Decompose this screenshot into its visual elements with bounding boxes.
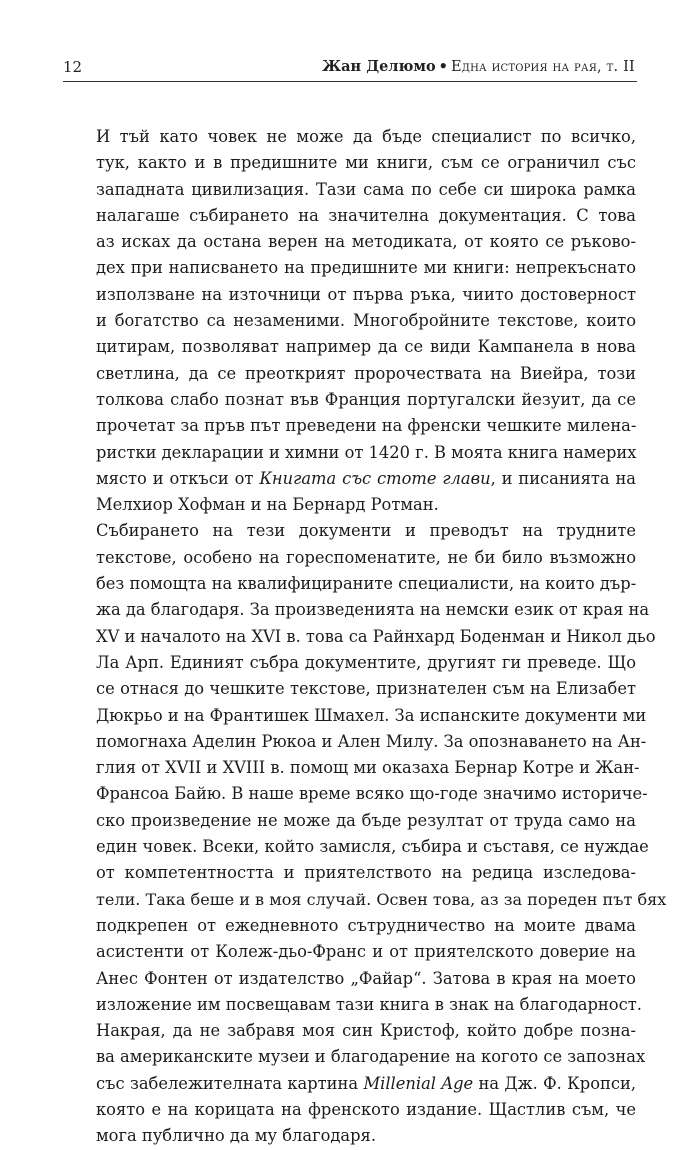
text-line: Ла Арп. Единият събра документите, другият ги преведе. Що [96,652,636,672]
text-line: текстове, особено на гореспоменатите, не би било възможно [96,547,636,567]
text-line: Анес Фонтен от издателство „Файар“. Затова в края на моето [96,968,636,988]
text-line: без помощта на квалифицираните специалисти, на които дър- [96,574,637,594]
header-rule [63,81,637,82]
header-book-title: Една история на рая, т. II [450,59,635,75]
text-line: ско произведение не може да бъде резултат от труда само на [96,810,636,830]
text-line: мога публично да му благодаря. [96,1126,377,1146]
text-line: изложение им посвещавам тази книга в знак на благодарност. [96,994,642,1014]
paragraph-2 [63,518,667,1018]
text-line: толкова слабо познат във Франция португалски йезуит, да се [96,389,636,409]
text-line [63,466,636,492]
text-fragment: със забележителната картина [96,1073,364,1093]
text-line: светлина, да се преоткрият пророчествата на Виейра, този [96,363,636,383]
text-line: Накрая, да не забравя моя син Кристоф, който добре позна- [96,1021,636,1041]
header-author: Жан Делюмо [322,58,436,75]
text-line: И тъй като човек не може да бъде специалист по всичко, [96,127,636,146]
paragraph-1 [63,124,636,518]
text-line: цитирам, позволяват например да се види Кампанела в нова [96,337,636,357]
header-separator: • [438,58,448,75]
text-line: западната цивилизация. Тази сама по себе си широка рамка [96,179,636,199]
text-line: и богатство са незаменими. Многобройните текстове, които [96,311,636,331]
text-fragment: , и писанията на [490,468,636,488]
text-line: тели. Така беше и в моя случай. Освен това, аз за пореден път бях [96,889,667,909]
text-line: тук, както и в предишните ми книги, съм се ограничил със [96,153,636,173]
book-title-italic: Книгата със стоте глави [259,468,491,488]
text-line: подкрепен от ежедневното сътрудничество на моите двама [96,915,636,935]
text-line: която е на корицата на френското издание. Щастлив съм, че [96,1099,636,1119]
text-line: използване на източници от първа ръка, чиито достоверност [96,284,636,304]
text-line: дех при написването на предишните ми книги: непрекъснато [96,258,636,278]
text-line: Събирането на тези документи и преводът на трудните [96,521,636,541]
text-line: глия от XVII и XVIII в. помощ ми оказаха Бернар Котре и Жан- [96,758,640,778]
text-line: от компетентността и приятелството на редица изследова- [96,863,636,883]
text-line: прочетат за пръв път преведени на френски чешките милена- [96,416,637,436]
text-line: асистенти от Колеж-дьо-Франс и от приятелското доверие на [96,942,636,962]
text-line: ристки декларации и химни от 1420 г. В моята книга намерих [96,442,637,462]
header-title [322,58,635,75]
text-line: Дюкрьо и на Франтишек Шмахел. За испанските документи ми [96,705,647,725]
painting-title-italic: Millenial Age [363,1073,474,1093]
text-line: аз исках да остана верен на методиката, от която се ръково- [96,232,636,252]
text-line: налагаше събирането на значителна документация. С това [96,205,636,225]
text-line: Мелхиор Хофман и на Бернард Ротман. [96,495,439,515]
text-fragment: място и откъси от [96,468,260,488]
running-head [63,52,637,80]
body-text [63,124,667,1150]
text-line: XV и началото на XVI в. това са Райнхард Боденман и Никол дьо [96,626,656,646]
text-line: Франсоа Байю. В наше време всяко що-годе значимо историче- [96,784,648,804]
paragraph-3 [63,1018,646,1149]
text-line: помогнаха Аделин Рюкоа и Ален Милу. За опознаването на Ан- [96,731,647,751]
text-line: ва американските музеи и благодарение на когото се запознах [96,1047,646,1067]
text-line: се отнася до чешките текстове, признателен съм на Елизабет [96,679,636,699]
page-number: 12 [63,58,83,76]
text-line: жа да благодаря. За произведенията на немски език от края на [96,600,650,620]
text-fragment: на Дж. Ф. Кропси, [473,1073,636,1093]
text-line: един човек. Всеки, който замисля, събира и съставя, се нуждае [96,837,649,857]
